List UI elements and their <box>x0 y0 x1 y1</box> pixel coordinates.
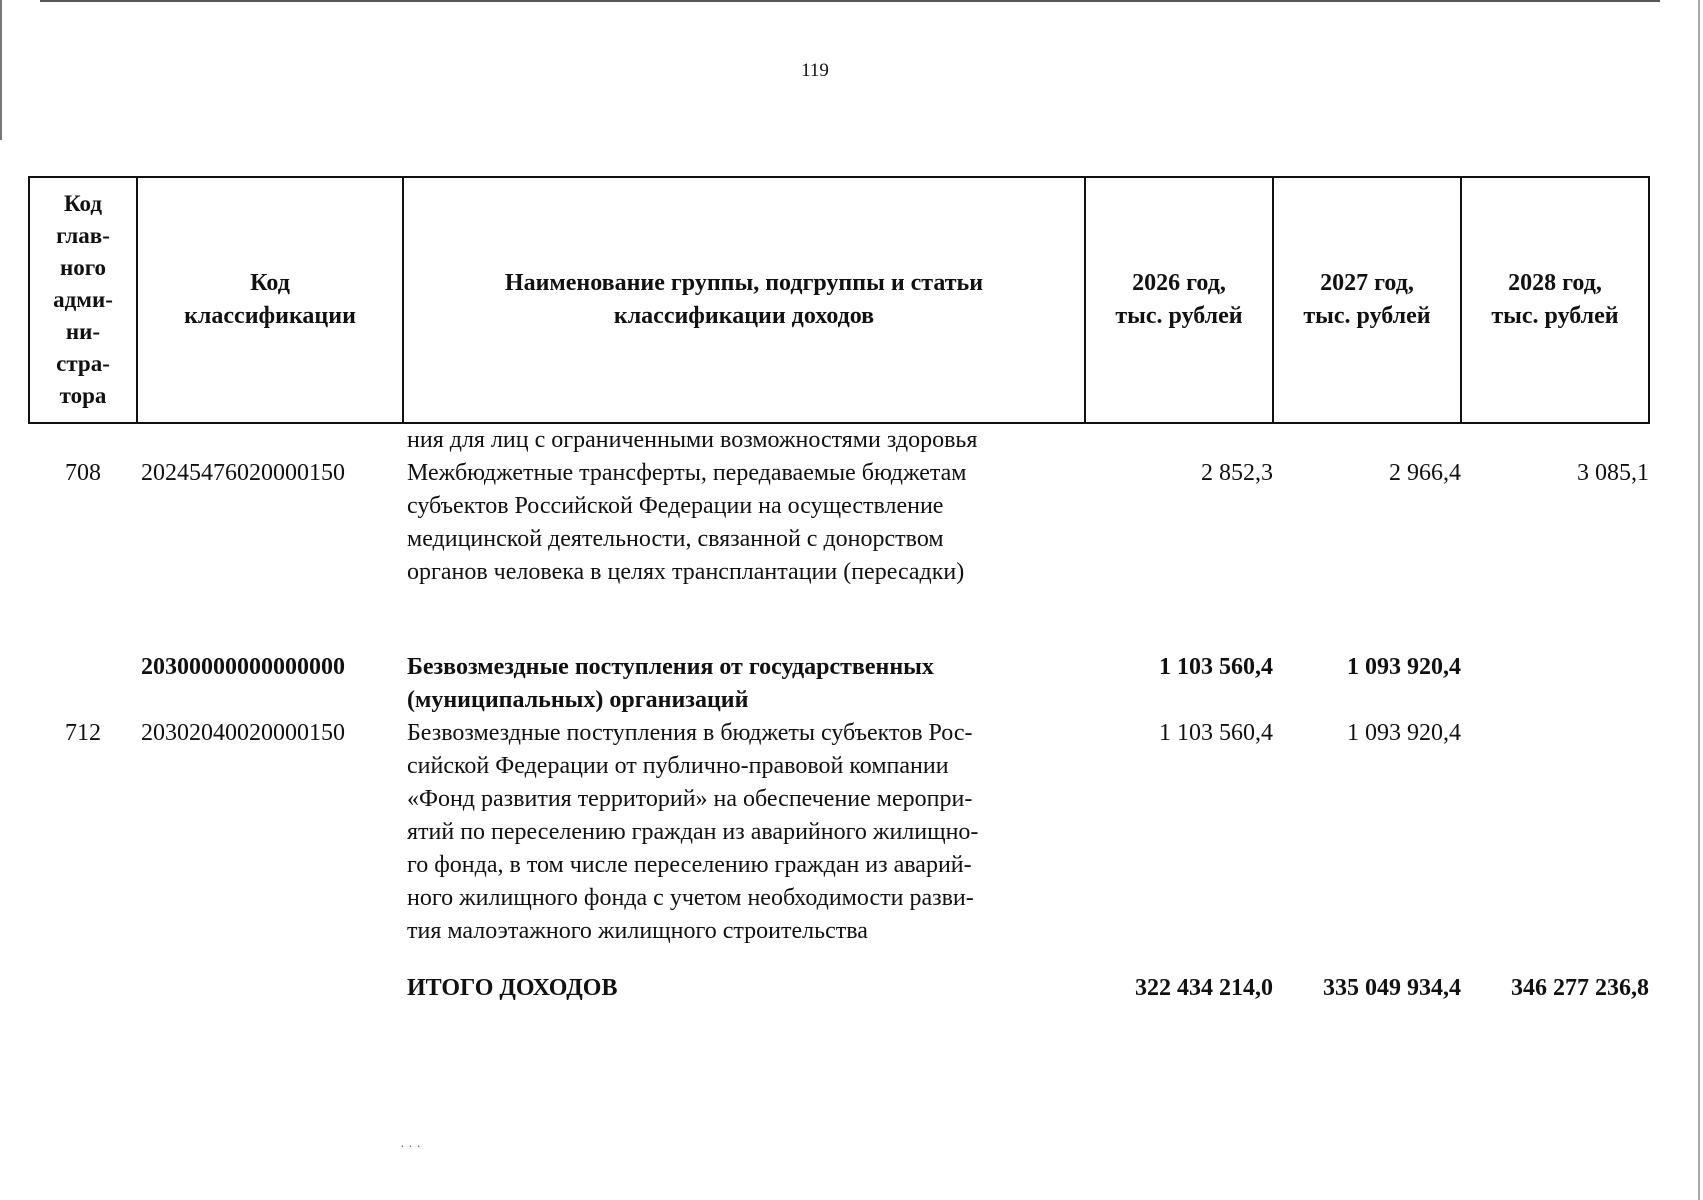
header-2028: 2028 год, тыс. рублей <box>1461 177 1649 423</box>
continuation-text: ния для лиц с ограниченными возможностями здоровья <box>407 427 978 453</box>
header-2026: 2026 год, тыс. рублей <box>1085 177 1273 423</box>
row-value-2027: 2 966,4 <box>1389 460 1461 486</box>
total-label: ИТОГО ДОХОДОВ <box>407 975 618 1001</box>
table-row <box>29 717 1649 948</box>
row-classification-code: 20245476020000150 <box>141 460 345 486</box>
total-row <box>29 948 1649 1005</box>
total-2026: 322 434 214,0 <box>1135 975 1273 1001</box>
row-value-2028 <box>1461 651 1649 717</box>
table-header-row <box>29 177 1649 423</box>
row-spacer <box>29 589 1649 651</box>
header-admin-code: Код глав- ного адми- ни- стра- тора <box>29 177 137 423</box>
row-admin-code: 708 <box>65 460 101 486</box>
header-2027: 2027 год, тыс. рублей <box>1273 177 1461 423</box>
continuation-row <box>29 423 1649 457</box>
revenue-table <box>28 176 1650 1005</box>
header-classification-code: Код классификации <box>137 177 403 423</box>
row-name: Межбюджетные трансферты, передаваемые бюджетам субъектов Российской Федерации на осуществление медицинской деятельности, связанной с донорством органов человека в целях трансплантации (пересадки) <box>407 460 967 585</box>
row-value-2026: 1 103 560,4 <box>1159 720 1273 746</box>
row-value-2027: 1 093 920,4 <box>1347 720 1461 746</box>
total-2027: 335 049 934,4 <box>1323 975 1461 1001</box>
row-classification-code: 20300000000000000 <box>141 654 345 680</box>
row-value-2028 <box>1461 717 1649 948</box>
row-classification-code: 20302040020000150 <box>141 720 345 746</box>
row-value-2026: 2 852,3 <box>1201 460 1273 486</box>
row-name: Безвозмездные поступления в бюджеты субъектов Рос- сийской Федерации от публично-правовой компании «Фонд развития территорий» на обеспечение меропри- ятий по переселению граждан из аварийного жилищно- го фонда, в том числе переселению граждан из аварий- ного жилищного фонда с учетом необходимости разви- тия малоэтажного жилищного строительства <box>407 720 979 944</box>
row-value-2026: 1 103 560,4 <box>1159 654 1273 680</box>
page-number: 119 <box>801 60 829 81</box>
scan-edge-top <box>40 0 1660 2</box>
row-admin-code <box>29 651 137 717</box>
header-name: Наименование группы, подгруппы и статьи классификации доходов <box>403 177 1085 423</box>
row-name: Безвозмездные поступления от государственных (муниципальных) организаций <box>407 654 934 713</box>
table-row-group <box>29 651 1649 717</box>
row-value-2028: 3 085,1 <box>1577 460 1649 486</box>
row-value-2027: 1 093 920,4 <box>1347 654 1461 680</box>
scan-speck: · · · <box>400 1140 421 1155</box>
row-admin-code: 712 <box>65 720 101 746</box>
table-row <box>29 457 1649 589</box>
scan-edge-right <box>1698 0 1700 1200</box>
total-2028: 346 277 236,8 <box>1511 975 1649 1001</box>
